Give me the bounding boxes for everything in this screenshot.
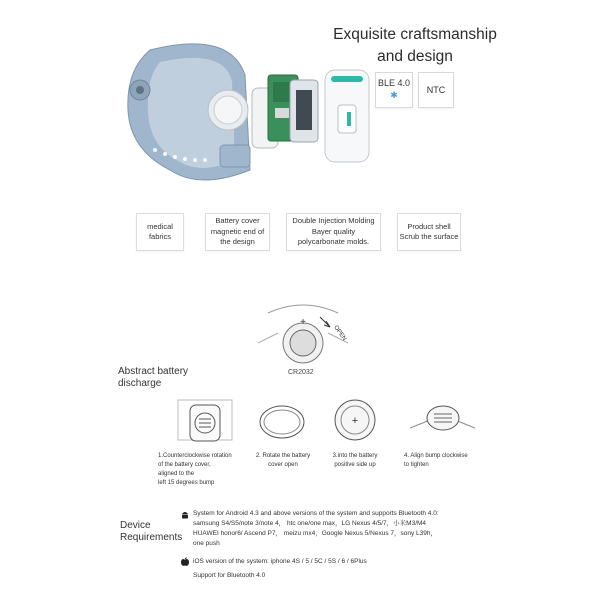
headline-line-2: and design [377, 48, 453, 65]
feature-product-shell [397, 213, 461, 251]
feature-line: fabrics [148, 232, 172, 241]
cr2032-label: CR2032 [288, 369, 314, 376]
svg-text:+: + [300, 317, 306, 328]
svg-text:+: + [351, 415, 359, 427]
android-line: System for Android 4.3 and above versions of the system and supports Bluetooth 4.0: [193, 510, 439, 517]
ble-label: BLE 4.0 [377, 78, 411, 88]
android-line: HUAWEI honor6/ Ascend P7， meizu mx4，Google Nexus 5/Nexus 7，sony L39h， [193, 530, 437, 537]
feature-line: medical [147, 221, 173, 231]
ios-line: iOS version of the system: iphone 4S / 5 / 5C / 5S / 6 / 6Plus [193, 558, 367, 565]
feature-line: Battery cover [215, 216, 260, 226]
feature-line: Scrub the surface [399, 232, 459, 241]
battery-section-title [118, 366, 188, 390]
ios-line: Support for Bluetooth 4.0 [193, 572, 266, 579]
step-4-text [404, 452, 474, 470]
battery-title-line-1: Abstract battery [118, 366, 189, 377]
apple-icon [180, 557, 190, 567]
feature-line: Double Injection Molding [292, 216, 375, 226]
step-1-text [158, 452, 248, 488]
android-icon [180, 510, 190, 520]
feature-line: the design [220, 237, 255, 247]
feature-injection-molding [286, 213, 381, 251]
step-3-text [330, 452, 380, 470]
step1-illustration [170, 395, 240, 450]
requirements-title-line-1: Device [120, 520, 151, 531]
android-line: samsung S4/S5/note 3/note 4， htc one/one max，LG Nexus 4/5/7，小米M3/M4 [193, 520, 427, 527]
step-line: 4. Align bump clockwise [404, 453, 468, 459]
step-line: left 15 degrees bump [158, 480, 215, 486]
feature-line: magnetic end of [210, 226, 265, 236]
ios-requirements [193, 557, 483, 581]
step-2-text [253, 452, 313, 470]
step-line: of the battery cover, [158, 462, 211, 468]
feature-medical-fabrics [136, 213, 184, 251]
ntc-tag: NTC [418, 72, 454, 108]
step-line: to tighten [404, 462, 429, 468]
step-line: positive side up [334, 462, 376, 468]
battery-cell-diagram [258, 303, 348, 373]
ble-tag [375, 72, 413, 108]
requirements-title-line-2: Requirements [120, 532, 183, 543]
open-label: OPEN [332, 324, 348, 343]
feature-line: Product shell [407, 221, 451, 231]
headline-line-1: Exquisite craftsmanship [333, 26, 497, 43]
android-line: one push [193, 540, 220, 547]
step-line: 2. Rotate the battery [255, 453, 311, 459]
step3-illustration [330, 396, 380, 446]
headline [300, 24, 530, 68]
step-line: cover open [268, 462, 298, 468]
bluetooth-icon: ✱ [390, 90, 398, 100]
step2-illustration [255, 400, 310, 445]
feature-line: polycarbonate molds. [297, 237, 370, 247]
battery-title-line-2: discharge [118, 378, 162, 389]
feature-line: Bayer quality [311, 226, 356, 236]
requirements-title [120, 520, 182, 544]
step-line: 1.Counterclockwise rotation [158, 453, 232, 459]
step-line: aligned to the [158, 471, 195, 477]
feature-battery-cover [205, 213, 270, 251]
android-requirements [193, 509, 483, 549]
step-line: 3.into the battery [332, 453, 378, 459]
step4-illustration [410, 398, 475, 443]
